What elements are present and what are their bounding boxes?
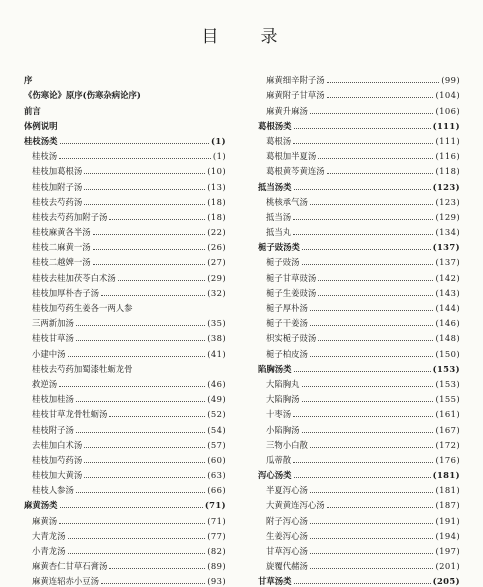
- toc-page-number: (197): [435, 546, 460, 556]
- toc-entry: [24, 404, 226, 419]
- dot-leader: [59, 386, 205, 387]
- toc-entry-title: 《伤寒论》原序(伤寒杂病论序): [24, 90, 141, 101]
- toc-entry-title: 桂枝加芍药汤: [32, 454, 83, 465]
- toc-entry-title: 大黄黄连泻心汤: [266, 500, 325, 511]
- toc-entry-title: 附子泻心汤: [266, 515, 308, 526]
- dot-leader: [84, 204, 205, 205]
- dot-leader: [93, 234, 206, 235]
- toc-section-heading: [24, 70, 226, 85]
- toc-page-number: (137): [435, 257, 460, 268]
- toc-entry-title: 桂枝加芍药生姜各一两人参: [32, 303, 133, 313]
- toc-entry: [24, 526, 226, 541]
- dot-leader: [60, 507, 203, 508]
- toc-section-heading: [258, 237, 460, 252]
- toc-page-number: (111): [432, 120, 460, 131]
- toc-entry-title: 麻黄杏仁甘草石膏汤: [32, 561, 108, 572]
- toc-entry: [24, 359, 226, 374]
- toc-entry-title: 小陷胸汤: [266, 424, 300, 435]
- toc-entry: [258, 343, 460, 358]
- toc-entry-title: 桂枝麻黄各半汤: [32, 227, 91, 238]
- toc-entry: [258, 328, 460, 343]
- toc-page-number: (49): [207, 394, 226, 405]
- toc-entry: [24, 435, 226, 450]
- dot-leader: [60, 143, 210, 144]
- toc-section-heading: [24, 495, 226, 510]
- dot-leader: [302, 386, 434, 387]
- toc-entry-title: 栀子豉汤类: [258, 242, 300, 253]
- toc-entry-title: 桂枝去桂加茯苓白术汤: [32, 272, 116, 283]
- toc-page-number: (57): [207, 439, 226, 450]
- toc-entry-title: 桂枝汤类: [24, 135, 58, 146]
- dot-leader: [93, 264, 206, 265]
- dot-leader: [76, 340, 205, 341]
- toc-entry-title: 三物小白散: [266, 439, 308, 450]
- toc-section-heading: [258, 359, 460, 374]
- toc-entry-title: 去桂加白术汤: [32, 439, 83, 450]
- toc-page-number: (104): [435, 90, 460, 101]
- toc-entry: [258, 192, 460, 207]
- page-title: [0, 22, 483, 47]
- toc-entry: [24, 571, 226, 586]
- dot-leader: [84, 477, 205, 478]
- toc-entry-title: 抵当汤: [266, 211, 292, 222]
- toc-entry: [24, 419, 226, 434]
- toc-entry-title: 甘草汤类: [258, 576, 292, 587]
- toc-entry-title: 桃核承气汤: [266, 196, 308, 207]
- toc-entry: [24, 389, 226, 404]
- dot-leader: [118, 280, 205, 281]
- toc-entry: [24, 146, 226, 161]
- toc-page-number: (99): [441, 75, 460, 86]
- toc-entry: [258, 222, 460, 237]
- toc-entry: [258, 480, 460, 495]
- toc-entry-title: 大陷胸汤: [266, 394, 300, 405]
- toc-page-number: (18): [207, 196, 226, 207]
- toc-page-number: (201): [435, 561, 460, 572]
- toc-page-number: (194): [435, 530, 460, 541]
- dot-leader: [294, 189, 431, 190]
- toc-page-number: (66): [207, 485, 226, 496]
- toc-page-number: (116): [435, 151, 460, 162]
- dot-leader: [310, 492, 434, 493]
- toc-entry-title: 救逆汤: [32, 378, 58, 389]
- dot-leader: [310, 204, 434, 205]
- toc-page-number: (29): [207, 272, 226, 283]
- dot-leader: [302, 264, 434, 265]
- toc-page-number: (118): [435, 166, 460, 177]
- toc-page-number: (191): [435, 515, 460, 526]
- toc-page-number: (129): [435, 211, 460, 222]
- toc-entry: [24, 374, 226, 389]
- toc-entry: [258, 510, 460, 525]
- toc-entry-title: 栀子厚朴汤: [266, 303, 308, 313]
- dot-leader: [294, 128, 431, 129]
- dot-leader: [109, 568, 205, 569]
- dot-leader: [310, 523, 434, 524]
- toc-entry-title: 泻心汤类: [258, 470, 292, 481]
- toc-left-column: [24, 70, 226, 586]
- toc-page-number: (153): [435, 378, 460, 389]
- toc-entry: [24, 222, 226, 237]
- toc-entry-title: 桂枝去芍药加附子汤: [32, 211, 108, 222]
- toc-page-number: (22): [207, 227, 226, 238]
- toc-entry-title: 桂枝去芍药加蜀漆牡蛎龙骨: [32, 363, 133, 374]
- toc-page-number: (38): [207, 333, 226, 344]
- toc-entry-title: 大陷胸丸: [266, 378, 300, 389]
- dot-leader: [310, 538, 434, 539]
- toc-page-number: (52): [207, 409, 226, 420]
- toc-entry: [258, 146, 460, 161]
- toc-entry-title: 桂枝加大黄汤: [32, 470, 83, 481]
- toc-section-heading: [258, 116, 460, 131]
- toc-entry: [258, 541, 460, 556]
- toc-page-number: (13): [207, 181, 226, 192]
- toc-page-number: (89): [207, 561, 226, 572]
- toc-page-number: (143): [435, 287, 460, 298]
- toc-page-number: (60): [207, 454, 226, 465]
- toc-entry: [24, 328, 226, 343]
- toc-entry-title: 甘草泻心汤: [266, 546, 308, 556]
- toc-page-number: (134): [435, 227, 460, 238]
- toc-entry: [24, 510, 226, 525]
- dot-leader: [310, 447, 434, 448]
- toc-page-number: (41): [207, 348, 226, 359]
- dot-leader: [310, 325, 434, 326]
- toc-page-number: (155): [435, 394, 460, 405]
- toc-entry: [258, 161, 460, 176]
- dot-leader: [93, 249, 206, 250]
- toc-entry: [258, 526, 460, 541]
- toc-entry: [258, 404, 460, 419]
- toc-section-heading: [258, 571, 460, 586]
- toc-entry-title: 栀子干姜汤: [266, 318, 308, 329]
- dot-leader: [68, 356, 206, 357]
- toc-section-heading: [24, 116, 226, 131]
- toc-entry: [258, 131, 460, 146]
- toc-entry-title: 麻黄细辛附子汤: [266, 75, 325, 86]
- dot-leader: [310, 553, 434, 554]
- toc-entry-title: 三两新加汤: [32, 318, 74, 329]
- toc-section-heading: [24, 85, 226, 100]
- toc-entry-title: 桂枝二越婢一汤: [32, 257, 91, 268]
- toc-page-number: (1): [211, 135, 226, 146]
- toc-entry-title: 十枣汤: [266, 409, 292, 420]
- toc-section-heading: [258, 465, 460, 480]
- dot-leader: [101, 583, 205, 584]
- toc-entry: [24, 313, 226, 328]
- toc-page-number: (161): [435, 409, 460, 420]
- toc-entry: [258, 556, 460, 571]
- toc-entry-title: 麻黄汤: [32, 515, 58, 526]
- toc-entry-title: 栀子生姜豉汤: [266, 287, 317, 298]
- toc-entry: [24, 298, 226, 313]
- toc-entry: [24, 556, 226, 571]
- dot-leader: [293, 416, 433, 417]
- toc-page-number: (18): [207, 211, 226, 222]
- toc-entry: [24, 252, 226, 267]
- dot-leader: [68, 553, 206, 554]
- toc-entry-title: 体例说明: [24, 120, 58, 131]
- toc-entry: [258, 207, 460, 222]
- dot-leader: [294, 477, 431, 478]
- toc-entry: [258, 495, 460, 510]
- toc-page-number: (176): [435, 454, 460, 465]
- toc-entry-title: 麻黄汤类: [24, 500, 58, 511]
- toc-page-number: (172): [435, 439, 460, 450]
- toc-page-number: (167): [435, 424, 460, 435]
- toc-page-number: (148): [435, 333, 460, 344]
- toc-page-number: (142): [435, 272, 460, 283]
- toc-entry-title: 前言: [24, 105, 41, 116]
- title-char-2: 录: [260, 27, 282, 47]
- dot-leader: [84, 462, 205, 463]
- toc-entry: [258, 450, 460, 465]
- dot-leader: [302, 249, 431, 250]
- toc-entry-title: 抵当丸: [266, 227, 292, 238]
- toc-entry: [258, 267, 460, 282]
- toc-entry: [24, 176, 226, 191]
- toc-page-number: (10): [207, 166, 226, 177]
- dot-leader: [293, 234, 433, 235]
- toc-page-number: (54): [207, 424, 226, 435]
- toc-entry: [24, 541, 226, 556]
- toc-entry-title: 栀子豉汤: [266, 257, 300, 268]
- toc-page-number: (71): [204, 500, 226, 511]
- toc-page-number: (123): [435, 196, 460, 207]
- toc-entry-title: 桂枝加附子汤: [32, 181, 83, 192]
- toc-entry: [258, 100, 460, 115]
- dot-leader: [76, 432, 205, 433]
- dot-leader: [76, 325, 205, 326]
- dot-leader: [327, 173, 434, 174]
- dot-leader: [327, 507, 434, 508]
- dot-leader: [68, 538, 206, 539]
- dot-leader: [84, 447, 205, 448]
- dot-leader: [293, 219, 433, 220]
- toc-entry-title: 栀子甘草豉汤: [266, 272, 317, 283]
- toc-entry-title: 麻黄附子甘草汤: [266, 90, 325, 101]
- toc-entry-title: 抵当汤类: [258, 181, 292, 192]
- dot-leader: [318, 340, 433, 341]
- toc-entry-title: 序: [24, 75, 33, 86]
- toc-entry: [24, 207, 226, 222]
- toc-page-number: (46): [207, 378, 226, 389]
- dot-leader: [293, 143, 433, 144]
- toc-page-number: (146): [435, 318, 460, 329]
- dot-leader: [310, 356, 434, 357]
- dot-leader: [84, 189, 205, 190]
- dot-leader: [310, 310, 434, 311]
- toc-entry: [258, 85, 460, 100]
- dot-leader: [59, 523, 205, 524]
- dot-leader: [310, 113, 434, 114]
- toc-entry-title: 葛根汤: [266, 135, 292, 146]
- toc-entry-title: 生姜泻心汤: [266, 530, 308, 541]
- dot-leader: [327, 82, 440, 83]
- toc-entry: [258, 283, 460, 298]
- toc-page-number: (123): [432, 181, 460, 192]
- dot-leader: [327, 97, 434, 98]
- toc-right-column: [258, 70, 460, 586]
- toc-entry-title: 枳实栀子豉汤: [266, 333, 317, 344]
- dot-leader: [84, 173, 205, 174]
- toc-page-number: (181): [432, 470, 460, 481]
- toc-entry-title: 桂枝去芍药汤: [32, 196, 83, 207]
- toc-entry: [258, 419, 460, 434]
- dot-leader: [109, 219, 205, 220]
- toc-entry: [24, 450, 226, 465]
- toc-entry-title: 桂枝甘草汤: [32, 333, 74, 344]
- dot-leader: [302, 401, 434, 402]
- toc-entry: [24, 343, 226, 358]
- toc-entry-title: 旋覆代赭汤: [266, 561, 308, 572]
- toc-entry-title: 桂枝甘草龙骨牡蛎汤: [32, 409, 108, 420]
- toc-entry-title: 葛根汤类: [258, 120, 292, 131]
- toc-entry: [258, 313, 460, 328]
- dot-leader: [302, 432, 434, 433]
- toc-page-number: (32): [207, 287, 226, 298]
- toc-entry: [24, 267, 226, 282]
- toc-entry-title: 葛根黄芩黄连汤: [266, 166, 325, 177]
- toc-entry: [258, 298, 460, 313]
- toc-entry-title: 桂枝人参汤: [32, 485, 74, 496]
- toc-entry: [258, 435, 460, 450]
- toc-entry: [24, 283, 226, 298]
- toc-entry-title: 桂枝汤: [32, 151, 58, 162]
- dot-leader: [318, 295, 433, 296]
- dot-leader: [76, 401, 205, 402]
- toc-entry-title: 桂枝二麻黄一汤: [32, 242, 91, 253]
- toc-entry-title: 栀子柏皮汤: [266, 348, 308, 359]
- toc-page-number: (144): [435, 303, 460, 313]
- title-char-1: 目: [201, 27, 223, 47]
- dot-leader: [59, 158, 211, 159]
- dot-leader: [109, 416, 205, 417]
- toc-entry-title: 桂枝加葛根汤: [32, 166, 83, 177]
- toc-page-number: (111): [435, 135, 460, 146]
- toc-entry-title: 小建中汤: [32, 348, 66, 359]
- toc-entry-title: 桂枝加桂汤: [32, 394, 74, 405]
- toc-entry-title: 麻黄升麻汤: [266, 105, 308, 116]
- toc-page-number: (153): [432, 363, 460, 374]
- toc-section-heading: [24, 100, 226, 115]
- toc-entry-title: 桂枝加厚朴杏子汤: [32, 287, 99, 298]
- toc-page-number: (77): [207, 530, 226, 541]
- toc-page-number: (35): [207, 318, 226, 329]
- toc-page-number: (27): [207, 257, 226, 268]
- toc-page-number: (187): [435, 500, 460, 511]
- toc-entry-title: 麻黄连轺赤小豆汤: [32, 576, 99, 587]
- toc-entry: [24, 465, 226, 480]
- toc-entry: [258, 70, 460, 85]
- toc-page-number: (181): [435, 485, 460, 496]
- toc-page-number: (26): [207, 242, 226, 253]
- toc-entry-title: 小青龙汤: [32, 546, 66, 556]
- toc-entry: [24, 192, 226, 207]
- dot-leader: [318, 280, 433, 281]
- toc-page-number: (71): [207, 515, 226, 526]
- dot-leader: [76, 492, 205, 493]
- toc-entry-title: 陷胸汤类: [258, 363, 292, 374]
- toc-page-number: (93): [207, 576, 226, 587]
- toc-page-number: (205): [432, 576, 460, 587]
- toc-entry: [24, 237, 226, 252]
- toc-page-number: (1): [212, 151, 226, 162]
- toc-entry: [258, 389, 460, 404]
- toc-section-heading: [24, 131, 226, 146]
- toc-page-number: (63): [207, 470, 226, 481]
- dot-leader: [101, 295, 205, 296]
- toc-page-number: (82): [207, 546, 226, 556]
- dot-leader: [318, 158, 433, 159]
- toc-entry: [24, 480, 226, 495]
- toc-entry-title: 半夏泻心汤: [266, 485, 308, 496]
- toc-entry-title: 葛根加半夏汤: [266, 151, 317, 162]
- toc-entry: [258, 374, 460, 389]
- dot-leader: [294, 371, 431, 372]
- toc-entry: [24, 161, 226, 176]
- toc-entry: [258, 252, 460, 267]
- toc-page-number: (106): [435, 105, 460, 116]
- dot-leader: [294, 583, 431, 584]
- toc-entry-title: 大青龙汤: [32, 530, 66, 541]
- dot-leader: [293, 462, 433, 463]
- toc-page-number: (150): [435, 348, 460, 359]
- toc-entry-title: 桂枝附子汤: [32, 424, 74, 435]
- toc-section-heading: [258, 176, 460, 191]
- toc-page-number: (137): [432, 242, 460, 253]
- toc-entry-title: 瓜蒂散: [266, 454, 292, 465]
- dot-leader: [310, 568, 434, 569]
